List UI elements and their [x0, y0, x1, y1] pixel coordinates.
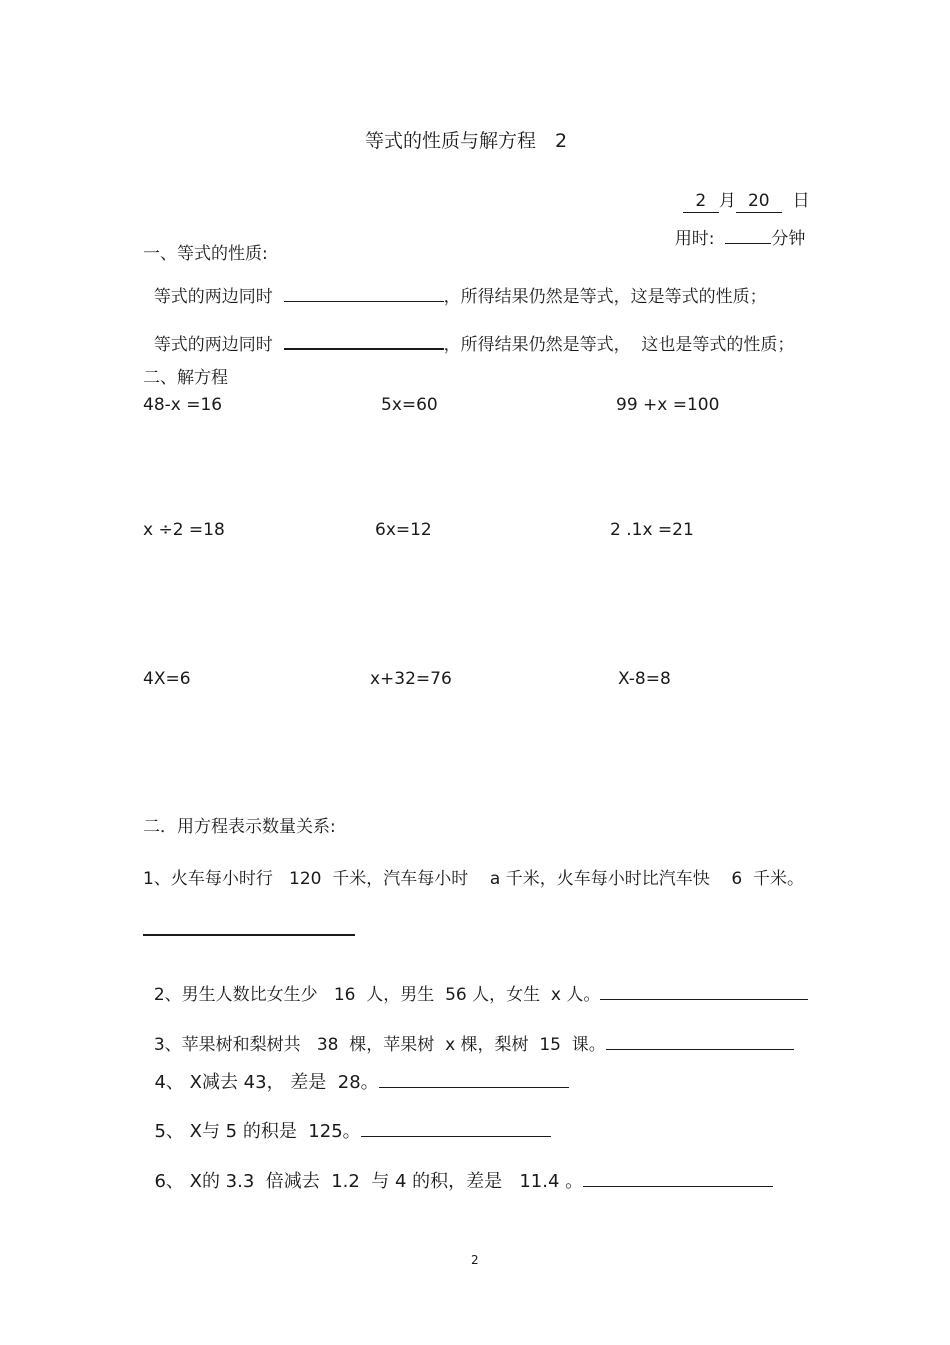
section2-heading: 二、解方程 [143, 368, 228, 388]
property-blank-2[interactable] [284, 347, 444, 350]
property-blank-1[interactable] [284, 300, 444, 302]
answer-line-2[interactable] [600, 998, 808, 1000]
date-day-unit: 日 [792, 191, 810, 211]
word-problem-6-text: 6、 X的 3.3 倍减去 1.2 与 4 的积，差是 11.4 。 [154, 1171, 584, 1192]
time-used-label: 用时: [674, 229, 715, 249]
property-line-1-prefix: 等式的两边同时 [153, 287, 273, 307]
word-problem-3 [143, 1020, 794, 1054]
property-line-2 [143, 320, 794, 354]
time-used-line [664, 214, 805, 248]
date-line [672, 176, 810, 213]
word-problem-5 [143, 1105, 551, 1141]
equation: X-8=8 [618, 669, 671, 689]
property-line-1-suffix: ，所得结果仍然是等式，这是等式的性质； [443, 287, 767, 307]
equation: x+32=76 [370, 669, 452, 689]
date-day: 20 [736, 193, 782, 213]
equation: x ÷2 =18 [143, 520, 225, 540]
answer-line-5[interactable] [361, 1135, 551, 1137]
equation: 6x=12 [375, 520, 432, 540]
equation: 5x=60 [381, 395, 438, 415]
time-used-blank[interactable] [725, 242, 771, 244]
property-line-2-suffix: ，所得结果仍然是等式， 这也是等式的性质； [443, 335, 795, 355]
equation: 99 +x =100 [616, 395, 720, 415]
page-number: 2 [471, 1253, 479, 1267]
equation: 2 .1x =21 [610, 520, 694, 540]
page-title: 等式的性质与解方程 2 [365, 130, 568, 152]
property-line-1 [143, 272, 767, 306]
word-problem-2-text: 2、男生人数比女生少 16 人，男生 56 人，女生 x 人。 [153, 985, 601, 1005]
word-problem-1: 1、火车每小时行 120 千米，汽车每小时 a 千米，火车每小时比汽车快 6 千米。 [143, 869, 804, 889]
section1-heading: 一、等式的性质: [143, 244, 268, 264]
section3-heading: 二．用方程表示数量关系: [143, 817, 336, 837]
word-problem-4 [143, 1056, 569, 1092]
time-used-unit: 分钟 [771, 229, 806, 249]
date-month-unit: 月 [718, 191, 736, 211]
equation: 48-x =16 [143, 395, 223, 415]
answer-line-6[interactable] [583, 1185, 773, 1187]
property-line-2-prefix: 等式的两边同时 [153, 335, 273, 355]
answer-line-1[interactable] [143, 934, 355, 936]
answer-line-3[interactable] [606, 1048, 794, 1050]
equation: 4X=6 [143, 669, 191, 689]
answer-line-4[interactable] [379, 1086, 569, 1088]
word-problem-2 [143, 970, 808, 1004]
word-problem-5-text: 5、 X与 5 的积是 125。 [154, 1121, 361, 1142]
date-month: 2 [683, 193, 719, 213]
word-problem-6 [143, 1155, 773, 1191]
word-problem-4-text: 4、 X减去 43， 差是 28。 [154, 1072, 379, 1093]
word-problem-3-text: 3、苹果树和梨树共 38 棵，苹果树 x 棵，梨树 15 课。 [153, 1035, 606, 1055]
